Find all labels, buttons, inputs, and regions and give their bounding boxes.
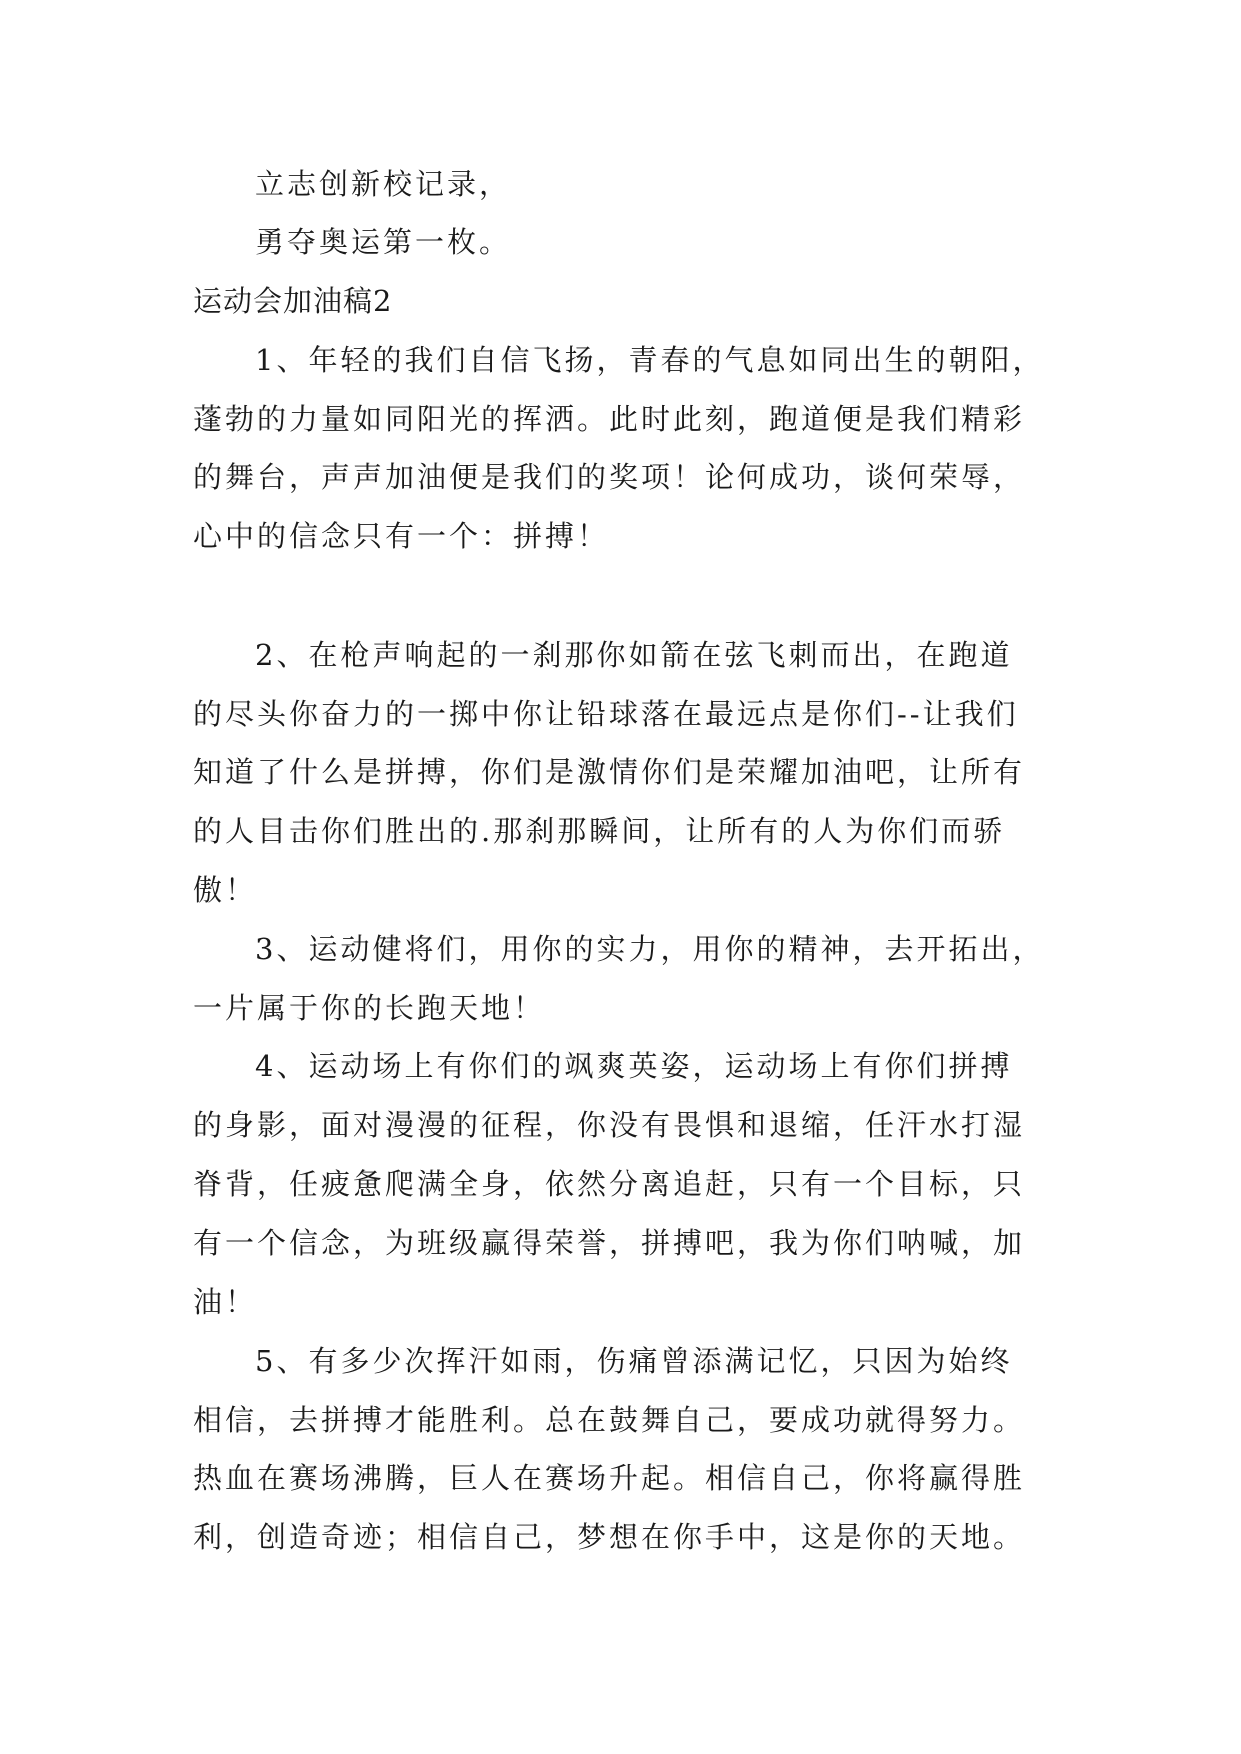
section-heading: 运动会加油稿2 <box>193 284 393 318</box>
paragraph-line: 有一个信念，为班级赢得荣誉，拼搏吧，我为你们呐喊，加 <box>193 1226 1026 1260</box>
paragraph-line: 一片属于你的长跑天地！ <box>193 991 546 1025</box>
paragraph-line: 5、有多少次挥汗如雨，伤痛曾添满记忆，只因为始终 <box>255 1344 1013 1378</box>
paragraph-line: 4、运动场上有你们的飒爽英姿，运动场上有你们拼搏 <box>255 1049 1013 1083</box>
paragraph-line: 1、年轻的我们自信飞扬，青春的气息如同出生的朝阳， <box>255 343 1045 377</box>
paragraph-line: 利，创造奇迹；相信自己，梦想在你手中，这是你的天地。 <box>193 1520 1026 1554</box>
paragraph-line: 的尽头你奋力的一掷中你让铅球落在最远点是你们--让我们 <box>193 697 1019 731</box>
paragraph-line: 知道了什么是拼搏，你们是激情你们是荣耀加油吧，让所有 <box>193 755 1026 789</box>
paragraph-line: 2、在枪声响起的一刹那你如箭在弦飞刺而出，在跑道 <box>255 638 1013 672</box>
paragraph-line: 油！ <box>193 1285 258 1319</box>
paragraph-line: 傲！ <box>193 873 258 907</box>
paragraph-line: 的身影，面对漫漫的征程，你没有畏惧和退缩，任汗水打湿 <box>193 1108 1026 1142</box>
paragraph-line: 心中的信念只有一个：拼搏！ <box>193 519 610 553</box>
paragraph-line: 脊背，任疲惫爬满全身，依然分离追赶，只有一个目标，只 <box>193 1167 1026 1201</box>
paragraph-line: 的人目击你们胜出的.那刹那瞬间，让所有的人为你们而骄 <box>193 814 1006 848</box>
paragraph-line: 的舞台，声声加油便是我们的奖项！论何成功，谈何荣辱， <box>193 460 1026 494</box>
paragraph-line: 蓬勃的力量如同阳光的挥洒。此时此刻，跑道便是我们精彩 <box>193 402 1026 436</box>
paragraph-line: 3、运动健将们，用你的实力，用你的精神，去开拓出， <box>255 932 1045 966</box>
intro-line: 立志创新校记录， <box>255 167 512 201</box>
intro-line: 勇夺奥运第一枚。 <box>255 225 512 259</box>
paragraph-line: 热血在赛场沸腾，巨人在赛场升起。相信自己，你将赢得胜 <box>193 1461 1026 1495</box>
paragraph-line: 相信，去拼搏才能胜利。总在鼓舞自己，要成功就得努力。 <box>193 1403 1026 1437</box>
